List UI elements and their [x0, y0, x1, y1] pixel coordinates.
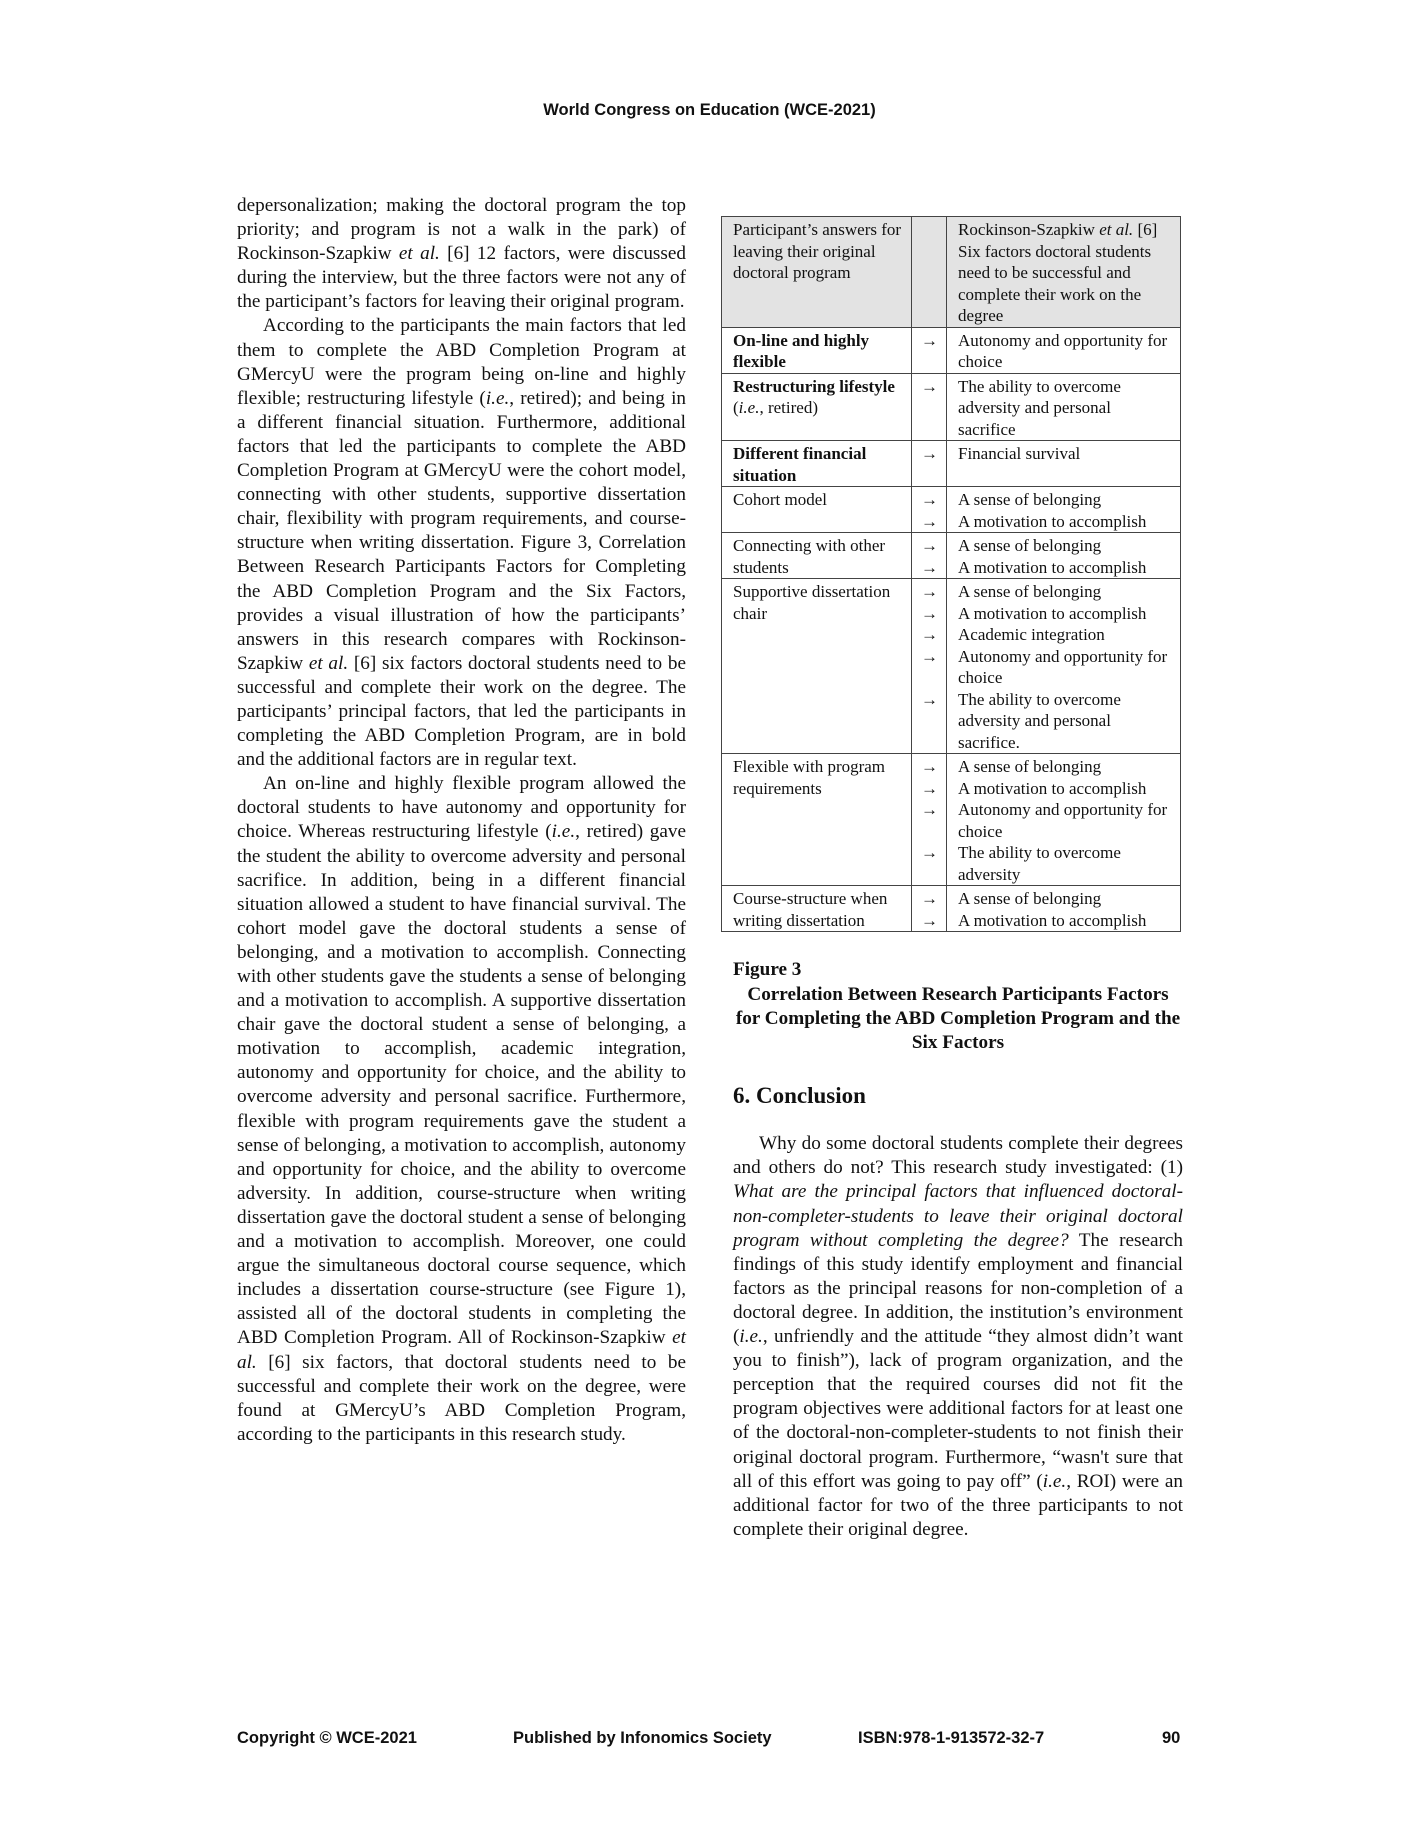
- arrow-icon: →: [921, 910, 938, 930]
- outcome-item: A motivation to accomplish: [958, 511, 1147, 531]
- arrow-icon: →: [921, 689, 938, 709]
- arrow-icon: →: [921, 800, 938, 819]
- table-row: [722, 441, 1181, 487]
- footer-copyright: Copyright © WCE-2021: [237, 1729, 417, 1747]
- figure-3-table: [721, 216, 1181, 932]
- arrow-icon: →: [921, 646, 938, 666]
- arrow-icon: →: [921, 582, 938, 601]
- outcome-item: The ability to overcome adversity: [958, 843, 1121, 884]
- header-six-factors: Rockinson-Szapkiw et al. [6] Six factors doctoral students need to be successful and complete their work on the degree: [947, 217, 1181, 328]
- conclusion-paragraph: Why do some doctoral students complete their degrees and others do not? This research study investigated: (1) What are the principal factors that influenced doctoral-non-completer-students to leave their original doctoral program without completing the degree? The research findings of this study identify employment and financial factors as the principal reasons for non-completion of a doctoral degree. In addition, the institution’s environment (i.e., unfriendly and the attitude “they almost didn’t want you to finish”), lack of program organization, and the perception that the required courses did not fit the program objectives were additional factors for at least one of the doctoral-non-completer-students to not finish their original doctoral program. Furthermore, “wasn't sure that all of this effort was going to pay off” (i.e., ROI) were an additional factor for two of the three participants to not complete their original degree.: [733, 1133, 1184, 1540]
- table-row: [722, 327, 1181, 373]
- outcome-item: Autonomy and opportunity for choice: [958, 330, 1168, 371]
- outcome-item: Autonomy and opportunity for choice: [958, 646, 1168, 687]
- outcome-item: Academic integration: [958, 625, 1105, 644]
- factor-cell: Supportive dissertation chair: [722, 579, 912, 754]
- factor-cell: Cohort model: [722, 487, 912, 533]
- outcome-item: The ability to overcome adversity and personal sacrifice.: [958, 689, 1121, 752]
- outcome-item: A sense of belonging: [958, 757, 1102, 776]
- outcome-item: A sense of belonging: [958, 536, 1102, 555]
- arrow-icon: →: [921, 757, 938, 776]
- figure-caption: Correlation Between Research Participants Factors for Completing the ABD Completion Program and the Six Factors: [735, 984, 1181, 1054]
- outcome-item: A motivation to accomplish: [958, 603, 1147, 623]
- outcome-item: Autonomy and opportunity for choice: [958, 800, 1168, 841]
- factor-cell: Restructuring lifestyle (i.e., retired): [722, 373, 912, 441]
- factor-cell: Flexible with program requirements: [722, 754, 912, 886]
- table-header-row: [722, 217, 1181, 328]
- outcome-item: A sense of belonging: [958, 889, 1102, 908]
- arrow-icon: →: [921, 889, 938, 908]
- arrow-icon: →: [921, 843, 938, 862]
- arrow-icon: →: [921, 625, 938, 644]
- outcome-item: A motivation to accomplish: [958, 557, 1147, 577]
- figure-label: Figure 3: [733, 959, 802, 980]
- paragraph-factors-discussed: depersonalization; making the doctoral program the top priority; and program is not a walk in the park) of Rockinson-Szapkiw et al. [6] 12 factors, were discussed during the interview, but the three factors were not any of the participant’s factors for leaving their original program.: [237, 195, 686, 313]
- arrow-icon: →: [921, 603, 938, 623]
- footer-isbn: ISBN:978-1-913572-32-7: [858, 1729, 1045, 1747]
- outcome-item: Financial survival: [958, 444, 1081, 463]
- factor-cell: Course-structure when writing dissertation: [722, 886, 912, 932]
- arrow-icon: →: [921, 511, 938, 531]
- outcome-item: A motivation to accomplish: [958, 910, 1147, 930]
- arrow-icon: →: [921, 330, 938, 350]
- arrow-icon: →: [921, 557, 938, 577]
- arrow-icon: →: [921, 444, 938, 463]
- right-column: [733, 216, 1183, 1542]
- header-participant-answers: Participant’s answers for leaving their original doctoral program: [722, 217, 912, 328]
- table-row: [722, 533, 1181, 579]
- table-row: [722, 579, 1181, 754]
- table-row: [722, 487, 1181, 533]
- left-column: [237, 194, 686, 1447]
- arrow-icon: →: [921, 536, 938, 555]
- table-row: [722, 373, 1181, 441]
- section-title: 6. Conclusion: [733, 1083, 866, 1109]
- table-row: [722, 886, 1181, 932]
- outcome-item: A motivation to accomplish: [958, 778, 1147, 798]
- outcome-item: A sense of belonging: [958, 582, 1102, 601]
- factor-cell: Different financial situation: [722, 441, 912, 487]
- table-row: [722, 754, 1181, 886]
- arrow-icon: →: [921, 376, 938, 396]
- paragraph-factor-explanations: An on-line and highly flexible program allowed the doctoral students to have autonomy and opportunity for choice. Whereas restructuring lifestyle (i.e., retired) gave the student the ability to overcome adversity and personal sacrifice. In addition, being in a different financial situation allowed a student to have financial survival. The cohort model gave the doctoral students a sense of belonging, and a motivation to accomplish. Connecting with other students gave the students a sense of belonging and a motivation to accomplish. A supportive dissertation chair gave the doctoral student a sense of belonging, a motivation to accomplish, academic integration, autonomy and opportunity for choice, and the ability to overcome adversity and personal sacrifice. Furthermore, flexible with program requirements gave the student a sense of belonging, a motivation to accomplish, autonomy and opportunity for choice, and the ability to overcome adversity. In addition, course-structure when writing dissertation gave the doctoral student a sense of belonging and a motivation to accomplish. Moreover, one could argue the simultaneous doctoral course sequence, which includes a dissertation course-structure (see Figure 1), assisted all of the doctoral students in completing the ABD Completion Program. All of Rockinson-Szapkiw et al. [6] six factors, that doctoral students need to be successful and complete their work on the degree, were found at GMercyU’s ABD Completion Program, according to the participants in this research study.: [237, 773, 687, 1445]
- arrow-icon: →: [921, 490, 938, 509]
- factor-cell: On-line and highly flexible: [722, 327, 912, 373]
- outcome-item: The ability to overcome adversity and personal sacrifice: [958, 376, 1121, 439]
- footer-publisher: Published by Infonomics Society: [513, 1729, 772, 1747]
- page-number: 90: [1162, 1729, 1181, 1747]
- arrow-icon: →: [921, 778, 938, 798]
- outcome-item: A sense of belonging: [958, 490, 1102, 509]
- paragraph-main-factors: According to the participants the main factors that led them to complete the ABD Completion Program at GMercyU were the program being on-line and highly flexible; restructuring lifestyle (i.e., retired); and being in a different financial situation. Furthermore, additional factors that led the participants to complete the ABD Completion Program at GMercyU were the cohort model, connecting with other students, supportive dissertation chair, flexibility with program requirements, and course-structure when writing dissertation. Figure 3, Correlation Between Research Participants Factors for Completing the ABD Completion Program and the Six Factors, provides a visual illustration of how the participants’ answers in this research compares with Rockinson-Szapkiw et al. [6] six factors doctoral students need to be successful and complete their work on the degree. The participants’ principal factors, that led the participants in completing the ABD Completion Program, are in bold and the additional factors are in regular text.: [237, 315, 686, 771]
- page-header: World Congress on Education (WCE-2021): [543, 101, 876, 119]
- factor-cell: Connecting with other students: [722, 533, 912, 579]
